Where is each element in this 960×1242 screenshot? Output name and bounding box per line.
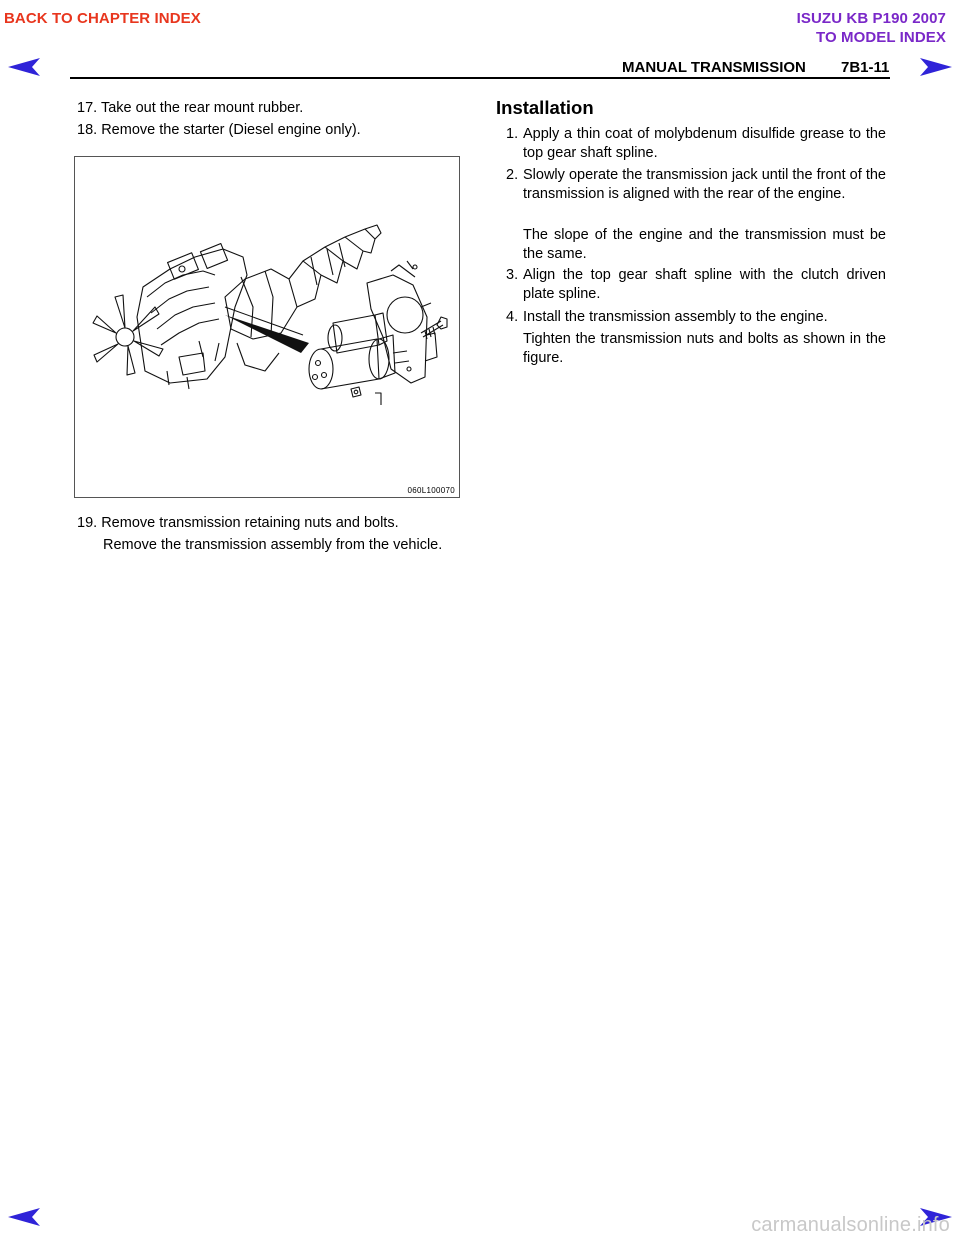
figure-code: 060L100070 [407, 486, 455, 495]
to-model-index-link[interactable]: TO MODEL INDEX [815, 29, 946, 46]
install-step-2-note: The slope of the engine and the transmission must be the same. [523, 227, 886, 262]
step-17 [77, 99, 467, 118]
starter-removal-illustration [75, 157, 459, 497]
arrow-right-icon[interactable] [918, 56, 954, 78]
page-number: 7B1-11 [841, 59, 890, 76]
starter-motor-drawing [309, 313, 409, 405]
step-number: 4. [506, 309, 519, 325]
step-number: 3. [506, 267, 519, 283]
bellhousing-plate-drawing [367, 261, 437, 383]
step-19-note: Remove the transmission assembly from the vehicle. [103, 537, 443, 553]
install-step-3 [506, 266, 886, 304]
bolt-drawing [421, 317, 447, 339]
starter-removal-figure [74, 156, 460, 498]
step-number: 18. [77, 122, 98, 138]
step-text: Install the transmission assembly to the engine. [523, 309, 828, 325]
back-to-chapter-index-link[interactable]: BACK TO CHAPTER INDEX [4, 10, 201, 27]
watermark: carmanualsonline.info [751, 1214, 950, 1236]
engine-block-drawing [137, 244, 247, 389]
installation-heading: Installation [496, 97, 594, 118]
step-18 [77, 121, 467, 140]
step-number: 2. [506, 167, 519, 183]
install-step-2 [506, 166, 886, 204]
header-divider [70, 77, 890, 79]
fan-drawing [93, 295, 163, 375]
step-number: 1. [506, 126, 519, 142]
step-text: Remove the starter (Diesel engine only). [101, 122, 361, 138]
step-19 [77, 514, 467, 533]
step-number: 19. [77, 515, 98, 531]
install-step-1 [506, 125, 886, 163]
step-text: Remove transmission retaining nuts and bolts. [101, 515, 399, 531]
arrow-left-icon[interactable] [6, 56, 42, 78]
step-number: 17. [77, 100, 98, 116]
install-step-4-note: Tighten the transmission nuts and bolts as shown in the figure. [523, 331, 886, 366]
model-title-link[interactable]: ISUZU KB P190 2007 [796, 10, 946, 27]
section-title: MANUAL TRANSMISSION [622, 59, 806, 76]
step-text: Align the top gear shaft spline with the clutch driven plate spline. [523, 267, 886, 302]
step-text: Apply a thin coat of molybdenum disulfide grease to the top gear shaft spline. [523, 126, 886, 161]
arrow-left-icon[interactable] [6, 1206, 42, 1228]
step-text: Take out the rear mount rubber. [100, 100, 304, 116]
step-text: Slowly operate the transmission jack until the front of the transmission is aligned with the rear of the engine. [523, 167, 886, 202]
install-step-4 [506, 308, 886, 327]
